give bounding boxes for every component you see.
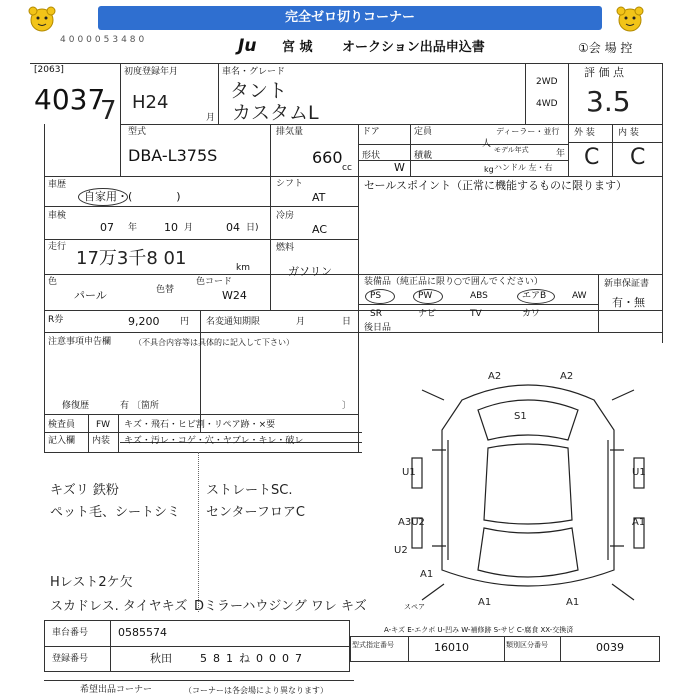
loadcap-label: 積載: [414, 151, 433, 161]
inspection-month: 10: [164, 221, 178, 234]
warranty-value: 有・無: [612, 296, 645, 309]
damage-mark: A1: [632, 517, 646, 528]
lot-number: 4037: [34, 83, 106, 116]
damage-mark: A1: [420, 569, 434, 580]
equipment-item: PS: [370, 291, 382, 301]
hw-note-3: ストレートSC.: [206, 483, 293, 498]
copy-label: ①会 場 控: [578, 41, 633, 55]
dealer-model-year: モデル年式: [494, 146, 529, 154]
eval-score: 3.5: [586, 85, 631, 118]
damage-mark: A2: [560, 371, 574, 382]
damage-mark: S1: [514, 411, 527, 422]
fuel-value: ガソリン: [288, 265, 332, 278]
repair-bracket-end: 〕: [342, 401, 352, 411]
car-damage-diagram: [392, 370, 664, 620]
spare-tire-label: スペア: [404, 603, 425, 611]
first-reg-year: H24: [132, 92, 169, 113]
inspection-month-unit: 月: [184, 223, 194, 233]
damage-mark: U1: [632, 467, 646, 478]
notice-day-unit: 日: [342, 317, 352, 327]
equipment-label: 装備品（純正品に限り○で囲んでください）: [364, 277, 543, 287]
shift-value: AT: [312, 191, 326, 204]
inspector-interior-text: キズ・汚レ・コゲ・穴・ヤブレ・キレ・破レ: [124, 436, 304, 446]
history-label: 車歴: [48, 180, 67, 190]
katashiki-value: DBA-L375S: [128, 146, 218, 165]
type-cert-label: 型式指定番号: [352, 641, 394, 649]
type-cert-value: 16010: [434, 641, 469, 654]
form-title: オークション出品申込書: [342, 40, 485, 55]
equipment-item: ABS: [470, 291, 488, 301]
eval-int-label: 内 装: [618, 128, 639, 138]
equipment-item: ナビ: [418, 309, 437, 319]
mascot-right-icon: [614, 4, 646, 34]
notice-label: 名変通知期限: [206, 317, 261, 327]
damage-mark: A2: [488, 371, 502, 382]
drive-2wd: 2WD: [536, 77, 558, 87]
equipment-item: SR: [370, 309, 382, 319]
hw-note-1: キズリ 鉄粉: [50, 483, 119, 498]
eval-ext-label: 外 装: [574, 128, 595, 138]
mileage-value: 17万3千8 01: [76, 248, 187, 269]
aircon-label: 冷房: [276, 211, 295, 221]
inspector-label-2: 記入欄: [48, 436, 76, 446]
class-label: 類別区分番号: [506, 641, 548, 649]
lot-code: [2063]: [34, 65, 64, 75]
diagram-legend: A-キズ E-エクボ U-凹み W-補修跡 S-サビ C-腐食 XX-交換済: [384, 626, 574, 634]
inspector-label-1: 検査員: [48, 420, 76, 430]
damage-mark: U2: [394, 545, 408, 556]
warranty-label: 新車保証書: [604, 279, 650, 289]
equipment-item: AW: [572, 291, 587, 301]
reg-no-area: 秋田: [150, 652, 172, 665]
rear-seat-label: 後日品: [364, 323, 392, 333]
reg-no-label: 登録番号: [52, 654, 89, 664]
wish-label: 希望出品コーナー: [80, 685, 153, 695]
first-reg-label: 初度登録年月: [124, 67, 179, 77]
model-grade: カスタムL: [232, 102, 319, 124]
damage-mark: A3U2: [398, 517, 425, 528]
hw-note-4: センターフロアC: [206, 505, 305, 520]
history-value: 自家用・( ): [84, 190, 181, 203]
notice-month-unit: 月: [296, 317, 306, 327]
color-value: パール: [74, 289, 107, 302]
inspection-year-unit: 年: [128, 223, 138, 233]
capacity-unit: 人: [482, 139, 492, 149]
equipment-circle-mark: [413, 289, 443, 304]
displacement-unit: cc: [342, 163, 352, 173]
mileage-unit: km: [236, 263, 250, 273]
notes-hint: （不具合内容等は具体的に記入して下さい）: [134, 338, 294, 347]
repair-label: 修復歴: [62, 401, 90, 411]
drive-4wd: 4WD: [536, 99, 558, 109]
equipment-circle-mark: [517, 289, 555, 304]
model-label: 車名・グレード: [222, 67, 286, 77]
door-label: ドア: [362, 127, 380, 137]
inspector-interior-label: 内装: [92, 436, 111, 446]
inspection-day: 04: [226, 221, 240, 234]
banner-title: 完全ゼロ切りコーナー: [284, 10, 415, 25]
hw-note-7: Dミラーハウジング ワレ キズ: [194, 599, 367, 614]
car-no-value: 0585574: [118, 626, 167, 639]
inspection-label: 車検: [48, 211, 67, 221]
displacement-label: 排気量: [276, 127, 304, 137]
barcode-digits: 4000053480: [60, 35, 148, 45]
equipment-item: TV: [470, 309, 482, 319]
equipment-item: エアB: [522, 291, 547, 301]
katashiki-label: 型式: [128, 127, 147, 137]
corner-banner: [98, 6, 602, 30]
class-value: 0039: [596, 641, 624, 654]
inspection-day-unit: 日): [246, 223, 259, 233]
color-label: 色: [48, 277, 58, 287]
recycle-value: 9,200: [128, 315, 160, 328]
lot-hand-mark: 7: [100, 96, 117, 126]
color-code-label: 色コード: [196, 277, 233, 287]
inspector-fw-text: キズ・飛石・ヒビ割・リペア跡・×要: [124, 420, 276, 430]
venue-name: 宮 城: [282, 40, 313, 55]
shape-value: W: [394, 161, 405, 174]
dealer-label: ディーラー・並行: [496, 127, 560, 136]
damage-mark: A1: [478, 597, 492, 608]
ju-logo: Ju: [238, 36, 257, 56]
equipment-item: カワ: [522, 309, 541, 319]
aircon-value: AC: [312, 223, 328, 236]
notes-label: 注意事項申告欄: [48, 337, 112, 347]
model-name: タント: [230, 80, 288, 102]
repair-value: 有 〔箇所: [120, 401, 159, 411]
hw-note-2: ペット毛、シートシミ: [50, 505, 181, 520]
eval-ext: C: [584, 145, 600, 170]
equipment-item: PW: [418, 291, 433, 301]
recycle-unit: 円: [180, 317, 190, 327]
dealer-year-unit: 年: [556, 149, 566, 159]
sales-point-label: セールスポイント（正常に機能するものに限ります）: [364, 179, 628, 192]
fuel-label: 燃料: [276, 243, 295, 253]
color-code: W24: [222, 289, 247, 302]
loadcap-unit: kg: [484, 165, 494, 174]
dealer-handle: ハンドル 左・右: [494, 163, 553, 172]
first-reg-month-unit: 月: [206, 113, 216, 123]
damage-mark: A1: [566, 597, 580, 608]
eval-int: C: [630, 145, 646, 170]
hw-note-5: Hレスト2ケ欠: [50, 575, 133, 590]
damage-mark: U1: [402, 467, 416, 478]
eval-label: 評 価 点: [584, 66, 624, 79]
displacement-value: 660: [312, 148, 343, 167]
car-no-label: 車台番号: [52, 628, 89, 638]
inspector-fw-label: FW: [96, 420, 111, 430]
reg-no-number: 581ね0007: [200, 652, 308, 665]
hw-note-6: スカドレス. タイヤキズ: [50, 599, 188, 614]
equipment-circle-mark: [365, 289, 395, 304]
shift-label: シフト: [276, 179, 304, 189]
color-change-label: 色替: [156, 285, 175, 295]
mascot-left-icon: [26, 4, 58, 34]
recycle-label: R券: [48, 315, 64, 325]
mileage-label: 走行: [48, 242, 67, 252]
inspection-year: 07: [100, 221, 114, 234]
capacity-label: 定員: [414, 127, 433, 137]
wish-hint: （コーナーは各会場により異なります）: [184, 686, 328, 695]
shape-label: 形状: [362, 151, 381, 161]
